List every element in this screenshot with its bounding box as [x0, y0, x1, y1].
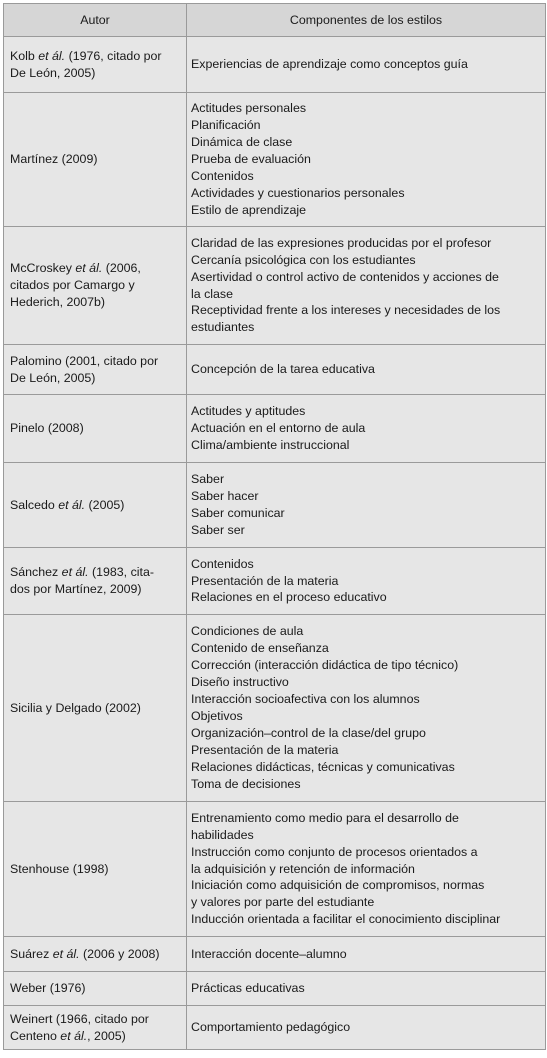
components-cell [187, 227, 546, 345]
component-item: Saber hacer [191, 489, 259, 504]
component-item: Saber comunicar [191, 506, 285, 520]
author-cell [4, 548, 187, 615]
component-item: Prácticas educativas [191, 981, 305, 996]
table-row [4, 937, 546, 972]
table-row [4, 395, 546, 463]
component-item: Contenido de enseñanza [191, 641, 329, 656]
author-line: Centeno et ál., 2005) [10, 1028, 126, 1043]
author-line: De León, 2005) [10, 370, 96, 385]
component-item: Presentación de la materia [191, 742, 339, 757]
component-item: estudiantes [191, 320, 255, 335]
component-item: Toma de decisiones [191, 776, 301, 791]
component-item: Dinámica de clase [191, 135, 293, 150]
component-item: Entrenamiento como medio para el desarrollo de [191, 810, 459, 825]
component-item: Actividades y cuestionarios personales [191, 185, 405, 200]
component-item: Iniciación como adquisición de compromisos, normas [191, 878, 485, 893]
component-item: Actitudes y aptitudes [191, 404, 306, 419]
table-row [4, 93, 546, 227]
author-line: Kolb et ál. (1976, citado por [10, 48, 162, 63]
author-line: Hederich, 2007b) [10, 294, 106, 309]
components-cell [187, 937, 546, 972]
component-item: Interacción socioafectiva con los alumnos [191, 692, 420, 707]
author-cell [4, 345, 187, 395]
author-cell [4, 1006, 187, 1050]
et-al-italic: et ál. [60, 1028, 88, 1043]
components-cell [187, 93, 546, 227]
table-body [4, 37, 546, 1050]
component-item: Inducción orientada a facilitar el conocimiento disciplinar [191, 912, 501, 927]
author-cell [4, 395, 187, 463]
et-al-italic: et ál. [38, 48, 66, 63]
component-item: Condiciones de aula [191, 624, 304, 639]
author-line: Palomino (2001, citado por [10, 353, 159, 368]
component-item: Experiencias de aprendizaje como conceptos guía [191, 57, 468, 72]
table-row [4, 615, 546, 802]
author-line: Martínez (2009) [10, 152, 98, 167]
author-line: Weinert (1966, citado por [10, 1011, 149, 1026]
component-item: Diseño instructivo [191, 675, 289, 690]
components-cell [187, 548, 546, 615]
author-cell [4, 463, 187, 548]
components-cell [187, 463, 546, 548]
component-item: Estilo de aprendizaje [191, 202, 307, 217]
components-cell [187, 345, 546, 395]
et-al-italic: et ál. [61, 565, 89, 580]
component-item: Prueba de evaluación [191, 152, 311, 167]
author-line: dos por Martínez, 2009) [10, 582, 142, 596]
component-item: Saber ser [191, 522, 245, 537]
components-cell [187, 615, 546, 802]
author-cell [4, 802, 187, 937]
author-line: Pinelo (2008) [10, 421, 84, 436]
author-column-header: Autor [4, 4, 187, 37]
component-item: Receptividad frente a los intereses y necesidades de los [191, 303, 501, 318]
component-item: Organización–control de la clase/del grupo [191, 725, 426, 740]
component-item: y valores por parte del estudiante [191, 895, 375, 910]
component-item: Planificación [191, 118, 261, 133]
author-cell [4, 37, 187, 93]
component-item: Presentación de la materia [191, 573, 339, 588]
component-item: Comportamiento pedagógico [191, 1020, 351, 1035]
component-item: Interacción docente–alumno [191, 946, 347, 961]
author-cell [4, 972, 187, 1006]
components-cell [187, 802, 546, 937]
table-row [4, 37, 546, 93]
component-item: Clima/ambiente instruccional [191, 437, 350, 452]
components-cell [187, 1006, 546, 1050]
components-cell [187, 972, 546, 1006]
author-line: Suárez et ál. (2006 y 2008) [10, 946, 160, 961]
component-item: Claridad de las expresiones producidas por el profesor [191, 235, 492, 250]
et-al-italic: et ál. [75, 261, 103, 276]
component-item: Instrucción como conjunto de procesos orientados a [191, 844, 478, 859]
author-cell [4, 615, 187, 802]
components-cell [187, 395, 546, 463]
component-item: Actuación en el entorno de aula [191, 421, 366, 436]
header-row [4, 4, 546, 37]
et-al-italic: et ál. [58, 497, 86, 512]
author-line: citados por Camargo y [10, 278, 135, 293]
table-row [4, 463, 546, 548]
et-al-italic: et ál. [52, 946, 80, 961]
component-item: la adquisición y retención de información [191, 861, 415, 876]
component-item: Relaciones didácticas, técnicas y comunicativas [191, 759, 455, 774]
table-row [4, 227, 546, 345]
component-item: Concepción de la tarea educativa [191, 362, 375, 377]
component-item: Contenidos [191, 556, 254, 571]
author-cell [4, 937, 187, 972]
author-cell [4, 93, 187, 227]
styles-table [3, 3, 546, 1050]
component-item: la clase [191, 286, 234, 301]
author-line: Weber (1976) [10, 981, 86, 996]
components-cell [187, 37, 546, 93]
author-cell [4, 227, 187, 345]
component-item: Saber [191, 472, 225, 487]
component-item: Contenidos [191, 168, 254, 183]
component-item: Objetivos [191, 709, 243, 723]
component-item: Actitudes personales [191, 101, 307, 116]
table-row [4, 548, 546, 615]
table-row [4, 972, 546, 1006]
component-item: habilidades [191, 827, 254, 842]
author-line: McCroskey et ál. (2006, [10, 261, 141, 276]
component-item: Relaciones en el proceso educativo [191, 590, 387, 605]
author-line: De León, 2005) [10, 65, 96, 80]
table-row [4, 802, 546, 937]
author-line: Sánchez et ál. (1983, cita- [10, 565, 154, 580]
table-row [4, 345, 546, 395]
component-item: Cercanía psicológica con los estudiantes [191, 252, 416, 267]
author-line: Sicilia y Delgado (2002) [10, 700, 141, 715]
author-line: Salcedo et ál. (2005) [10, 497, 125, 512]
components-column-header: Componentes de los estilos [187, 4, 546, 37]
component-item: Corrección (interacción didáctica de tipo técnico) [191, 658, 459, 673]
table-row [4, 1006, 546, 1050]
component-item: Asertividad o control activo de contenidos y acciones de [191, 269, 499, 284]
author-line: Stenhouse (1998) [10, 861, 109, 876]
